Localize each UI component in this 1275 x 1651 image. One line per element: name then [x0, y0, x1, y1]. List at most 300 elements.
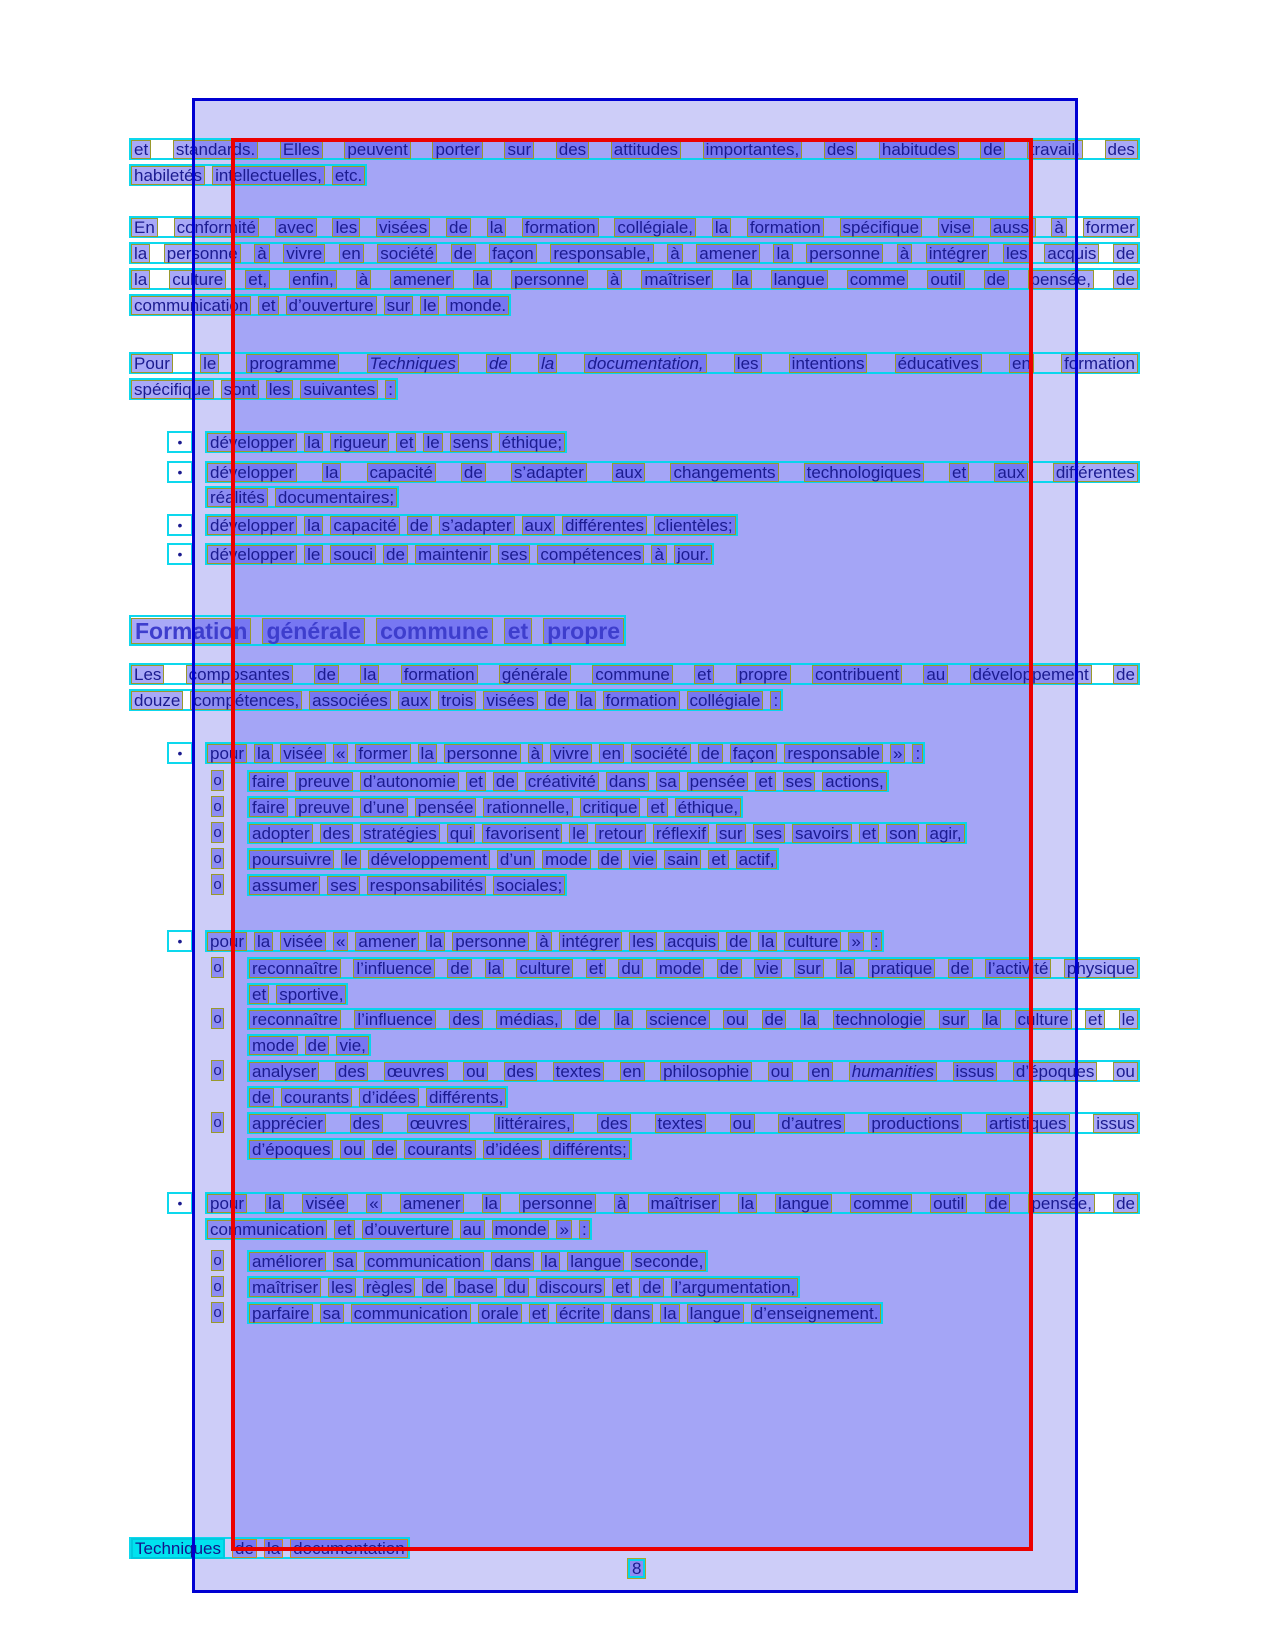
word-box: issus	[1093, 1114, 1138, 1133]
word-box: culture	[784, 932, 841, 951]
word-box: en	[808, 1062, 833, 1081]
word-box: personne	[164, 244, 241, 263]
word-box: communication	[207, 1220, 327, 1239]
circle-bullet-marker: o	[211, 1008, 224, 1029]
word-box: la	[541, 1252, 560, 1271]
word-box: et	[466, 772, 486, 791]
word-box: ou	[1113, 1062, 1138, 1081]
word-box: changements	[670, 463, 778, 482]
bullet-dot-marker: •	[167, 543, 193, 565]
circle-bullet-marker: o	[211, 874, 224, 895]
word-box: peuvent	[344, 140, 411, 159]
visee2-sub4-line2	[247, 1138, 632, 1160]
word-box: aux	[994, 463, 1027, 482]
word-box: intégrer	[926, 244, 990, 263]
word-box: littéraires,	[494, 1114, 574, 1133]
word-box: le	[420, 296, 439, 315]
word-box: de	[985, 1194, 1010, 1213]
circle-bullet-marker: o	[211, 848, 224, 869]
visee2-sub3-line2	[247, 1086, 508, 1108]
word-box: le	[569, 824, 588, 843]
word-box: de	[545, 691, 570, 710]
word-box: société	[631, 744, 691, 763]
visee2-sub4-line1	[247, 1112, 1140, 1134]
word-box: maîtriser	[648, 1194, 720, 1213]
visee3-sub2	[247, 1276, 800, 1298]
word-box: de	[575, 1010, 600, 1029]
word-box: visées	[376, 218, 430, 237]
word-box: vise	[938, 218, 974, 237]
word-box: en	[599, 744, 624, 763]
word-box: la	[304, 433, 323, 452]
word-box: du	[504, 1278, 529, 1297]
word-box: et	[1085, 1010, 1105, 1029]
bullet-2-line1	[205, 461, 1140, 483]
word-box: le	[423, 433, 442, 452]
word-box: d’idées	[483, 1140, 543, 1159]
word-box: former	[355, 744, 410, 763]
word-box: à	[528, 744, 543, 763]
word-box: outil	[930, 1194, 967, 1213]
word-box: standards.	[173, 140, 258, 159]
visee2-sub1-line2	[247, 983, 348, 1005]
word-box: d’époques	[1013, 1062, 1097, 1081]
word-box: de	[639, 1278, 664, 1297]
word-box: et	[396, 433, 416, 452]
word-box: l’influence	[353, 959, 435, 978]
word-box: parfaire	[249, 1304, 313, 1323]
word-box: communication	[351, 1304, 471, 1323]
visee1-sub1	[247, 770, 889, 792]
para2-line4	[129, 294, 511, 316]
word-box: et	[334, 1220, 354, 1239]
visee2-sub3-line1	[247, 1060, 1140, 1082]
word-box: personne	[452, 932, 529, 951]
word-box: pour	[207, 932, 247, 951]
word-box: à	[1051, 218, 1066, 237]
word-box: responsabilités	[367, 876, 486, 895]
word-box: Pour	[131, 354, 173, 373]
word-box: sur	[716, 824, 746, 843]
word-box: sportive,	[276, 985, 346, 1004]
word-box: d’une	[360, 798, 408, 817]
word-box: vie,	[336, 1036, 368, 1055]
word-box: œuvres	[407, 1114, 471, 1133]
word-box: pensée	[687, 772, 749, 791]
word-box: philosophie	[660, 1062, 752, 1081]
word-box: ses	[327, 876, 359, 895]
word-box: former	[1083, 218, 1138, 237]
word-box: œuvres	[384, 1062, 448, 1081]
word-box: de	[372, 1140, 397, 1159]
word-box: et	[708, 850, 728, 869]
word-box: des	[597, 1114, 630, 1133]
word-box: actif,	[736, 850, 778, 869]
word-box: des	[824, 140, 857, 159]
word-box: porter	[432, 140, 482, 159]
word-box: en	[1009, 354, 1034, 373]
word-box: de	[249, 1088, 274, 1107]
word-box: :	[871, 932, 882, 951]
word-box: savoirs	[792, 824, 852, 843]
word-box: la	[254, 744, 273, 763]
word-box: spécifique	[840, 218, 923, 237]
word-box: la	[265, 1194, 284, 1213]
word-box: Les	[131, 665, 164, 684]
word-box: l’activité	[985, 959, 1051, 978]
word-box: sens	[450, 433, 492, 452]
word-box: habiletés	[131, 166, 205, 185]
word-box: éthique;	[499, 433, 566, 452]
word-box: ou	[768, 1062, 793, 1081]
word-box: à	[254, 244, 269, 263]
word-box: et	[504, 618, 532, 644]
word-box: de	[232, 1539, 257, 1558]
word-box: la	[758, 932, 777, 951]
word-box: et	[647, 798, 667, 817]
word-box: capacité	[367, 463, 436, 482]
word-box: »	[890, 744, 905, 763]
word-box: de	[305, 1036, 330, 1055]
word-box: :	[912, 744, 923, 763]
visee3-bullet-line2	[205, 1218, 592, 1240]
word-box: la	[418, 744, 437, 763]
word-box: sur	[384, 296, 414, 315]
word-box: le	[304, 545, 323, 564]
word-box: et	[529, 1304, 549, 1323]
word-box: de	[451, 244, 476, 263]
word-box: pensée	[415, 798, 477, 817]
word-box: sociales;	[493, 876, 565, 895]
word-box: artistiques	[986, 1114, 1069, 1133]
word-box: personne	[511, 270, 588, 289]
word-box: du	[618, 959, 643, 978]
word-box: capacité	[330, 516, 399, 535]
word-box: propre	[736, 665, 791, 684]
word-box: de	[422, 1278, 447, 1297]
word-box: »	[848, 932, 863, 951]
word-box: :	[579, 1220, 590, 1239]
word-box: la	[800, 1010, 819, 1029]
word-box: créativité	[525, 772, 599, 791]
footer-line	[129, 1537, 410, 1559]
word-box: maîtriser	[641, 270, 713, 289]
word-box: intellectuelles,	[212, 166, 325, 185]
word-box: le	[341, 850, 360, 869]
word-box: générale	[499, 665, 571, 684]
word-box: les	[734, 354, 762, 373]
word-box: issus	[953, 1062, 998, 1081]
word-box: d’enseignement.	[751, 1304, 882, 1323]
visee3-sub3	[247, 1302, 883, 1324]
word-box: de	[486, 354, 511, 373]
bullet-4	[205, 543, 714, 565]
word-box: les	[1003, 244, 1031, 263]
word-box: «	[366, 1194, 381, 1213]
word-box: réalités	[207, 488, 268, 507]
word-box: physique	[1064, 959, 1138, 978]
word-box: d’époques	[249, 1140, 333, 1159]
word-box: avec	[275, 218, 317, 237]
word-box: clientèles;	[654, 516, 736, 535]
word-box: mode	[656, 959, 705, 978]
word-box: de	[383, 545, 408, 564]
word-box: humanities	[849, 1062, 937, 1081]
word-box: pour	[207, 744, 247, 763]
bullet-dot-marker: •	[167, 930, 193, 952]
circle-bullet-marker: o	[211, 770, 224, 791]
word-box: pensée,	[1028, 270, 1095, 289]
word-box: »	[556, 1220, 571, 1239]
word-box: aux	[398, 691, 431, 710]
word-box: vie	[754, 959, 782, 978]
word-box: réflexif	[653, 824, 709, 843]
word-box: à	[614, 1194, 629, 1213]
word-box: différentes	[562, 516, 647, 535]
visee3-bullet-line1	[205, 1192, 1140, 1214]
word-box: la	[773, 244, 792, 263]
word-box: En	[131, 218, 158, 237]
word-box: formation	[747, 218, 824, 237]
word-box: différents,	[426, 1088, 506, 1107]
visee2-bullet	[205, 930, 884, 952]
word-box: de	[446, 218, 471, 237]
para2-line1	[129, 216, 1140, 238]
word-box: sa	[320, 1304, 344, 1323]
word-box: différentes	[1053, 463, 1138, 482]
word-box: d’autres	[778, 1114, 844, 1133]
word-box: la	[538, 354, 557, 373]
word-box: aux	[612, 463, 645, 482]
word-box: de	[1113, 1194, 1138, 1213]
word-box: les	[629, 932, 657, 951]
word-box: de	[984, 270, 1009, 289]
para3-line1	[129, 352, 1140, 374]
word-box: société	[377, 244, 437, 263]
word-box: commune	[376, 618, 493, 644]
word-box: base	[454, 1278, 497, 1297]
word-box: des	[556, 140, 589, 159]
word-box: de	[314, 665, 339, 684]
word-box: et,	[245, 270, 270, 289]
word-box: sur	[504, 140, 534, 159]
word-box: s’adapter	[439, 516, 515, 535]
word-box: la	[131, 244, 150, 263]
word-box: aussi	[990, 218, 1036, 237]
word-box: ses	[783, 772, 815, 791]
word-box: sont	[221, 380, 259, 399]
word-box: la	[836, 959, 855, 978]
word-box: langue	[567, 1252, 624, 1271]
word-box: douze	[131, 691, 183, 710]
word-box: science	[646, 1010, 710, 1029]
word-box: des	[504, 1062, 537, 1081]
word-box: communication	[364, 1252, 484, 1271]
bullet-dot-marker: •	[167, 514, 193, 536]
word-box: éthique,	[675, 798, 742, 817]
word-box: règles	[363, 1278, 415, 1297]
text-block-overlay	[231, 138, 1033, 1551]
word-box: la	[482, 1194, 501, 1213]
word-box: différents;	[549, 1140, 629, 1159]
word-box: et	[694, 665, 714, 684]
word-box: collégiale	[687, 691, 764, 710]
word-box: actions,	[822, 772, 887, 791]
word-box: la	[487, 218, 506, 237]
word-box: technologiques	[804, 463, 924, 482]
word-box: comme	[850, 1194, 912, 1213]
word-box: le	[1119, 1010, 1138, 1029]
word-box: discours	[536, 1278, 605, 1297]
word-box: de	[717, 959, 742, 978]
word-box: responsable,	[550, 244, 653, 263]
para2-line2	[129, 242, 1140, 264]
word-box: et	[755, 772, 775, 791]
word-box: composantes	[186, 665, 293, 684]
word-box: assumer	[249, 876, 320, 895]
word-box: pour	[207, 1194, 247, 1213]
word-box: l’argumentation,	[671, 1278, 798, 1297]
visee1-sub5	[247, 874, 567, 896]
word-box: mode	[542, 850, 591, 869]
word-box: programme	[246, 354, 339, 373]
word-box: Elles	[280, 140, 323, 159]
word-box: importantes,	[703, 140, 803, 159]
word-box: intentions	[789, 354, 868, 373]
word-box: spécifique	[131, 380, 214, 399]
word-box: «	[333, 932, 348, 951]
word-box: rigueur	[330, 433, 389, 452]
word-box: :	[770, 691, 781, 710]
word-box: conformité	[174, 218, 259, 237]
word-box: reconnaître	[249, 959, 341, 978]
word-box: les	[332, 218, 360, 237]
word-box: poursuivre	[249, 850, 334, 869]
word-box: et	[258, 296, 278, 315]
word-box: personne	[806, 244, 883, 263]
word-box: personne	[519, 1194, 596, 1213]
word-box: preuve	[295, 798, 353, 817]
word-box: visées	[483, 691, 537, 710]
word-box: éducatives	[895, 354, 982, 373]
word-box: sa	[656, 772, 680, 791]
word-box: apprécier	[249, 1114, 326, 1133]
word-box: de	[407, 516, 432, 535]
word-box: comme	[847, 270, 909, 289]
visee1-bullet	[205, 742, 925, 764]
word-box: façon	[730, 744, 778, 763]
word-box: documentaires;	[275, 488, 397, 507]
word-box: responsable	[784, 744, 883, 763]
word-box: visée	[302, 1194, 348, 1213]
word-box: améliorer	[249, 1252, 326, 1271]
word-box: culture	[169, 270, 226, 289]
word-box: et	[949, 463, 969, 482]
word-box: critique	[580, 798, 641, 817]
word-box: langue	[771, 270, 828, 289]
word-box: outil	[927, 270, 964, 289]
section-heading	[129, 615, 626, 646]
word-box: courants	[281, 1088, 352, 1107]
word-box: suivantes	[300, 380, 378, 399]
word-box: vivre	[283, 244, 325, 263]
word-box: Formation	[131, 618, 251, 644]
word-box: ou	[463, 1062, 488, 1081]
word-box: textes	[655, 1114, 706, 1133]
word-box: la	[982, 1010, 1001, 1029]
visee1-sub4	[247, 848, 779, 870]
word-box: la	[712, 218, 731, 237]
circle-bullet-marker: o	[211, 1250, 224, 1271]
word-box: d’ouverture	[286, 296, 377, 315]
word-box: Techniques	[131, 1538, 225, 1559]
word-box: dans	[611, 1304, 654, 1323]
word-box: aux	[522, 516, 555, 535]
word-box: au	[923, 665, 948, 684]
word-box: analyser	[249, 1062, 319, 1081]
word-box: amener	[696, 244, 760, 263]
word-box: culture	[516, 959, 573, 978]
word-box: stratégies	[360, 824, 440, 843]
word-box: habitudes	[879, 140, 959, 159]
word-box: rationnelle,	[483, 798, 572, 817]
word-box: travail,	[1027, 140, 1083, 159]
word-box: agir,	[926, 824, 964, 843]
visee2-sub2-line1	[247, 1008, 1140, 1030]
word-box: la	[304, 516, 323, 535]
word-box: ou	[340, 1140, 365, 1159]
circle-bullet-marker: o	[211, 822, 224, 843]
bullet-1	[205, 431, 567, 453]
visee3-sub1	[247, 1250, 708, 1272]
word-box: ou	[730, 1114, 755, 1133]
word-box: à	[607, 270, 622, 289]
word-box: écrite	[556, 1304, 604, 1323]
word-box: productions	[868, 1114, 962, 1133]
word-box: etc.	[332, 166, 365, 185]
word-box: formation	[401, 665, 478, 684]
word-box: documentation	[290, 1539, 408, 1558]
word-box: courants	[404, 1140, 475, 1159]
word-box: dans	[606, 772, 649, 791]
visee1-sub3	[247, 822, 967, 844]
word-box: maintenir	[415, 545, 491, 564]
word-box: de	[598, 850, 623, 869]
word-box: d’un	[497, 850, 535, 869]
word-box: la	[614, 1010, 633, 1029]
word-box: formation	[522, 218, 599, 237]
word-box: langue	[775, 1194, 832, 1213]
word-box: la	[485, 959, 504, 978]
word-box: Techniques	[367, 354, 459, 373]
word-box: amener	[400, 1194, 464, 1213]
word-box: visée	[280, 744, 326, 763]
word-box: à	[667, 244, 682, 263]
word-box: des	[449, 1010, 482, 1029]
circle-bullet-marker: o	[211, 1276, 224, 1297]
word-box: visée	[280, 932, 326, 951]
word-box: et	[131, 140, 151, 159]
word-box: à	[356, 270, 371, 289]
word-box: favorisent	[482, 824, 562, 843]
word-box: :	[385, 380, 396, 399]
word-box: trois	[438, 691, 476, 710]
word-box: monde.	[446, 296, 509, 315]
bullet-3	[205, 514, 738, 536]
word-box: médias,	[496, 1010, 562, 1029]
word-box: intégrer	[559, 932, 623, 951]
word-box: technologie	[833, 1010, 926, 1029]
